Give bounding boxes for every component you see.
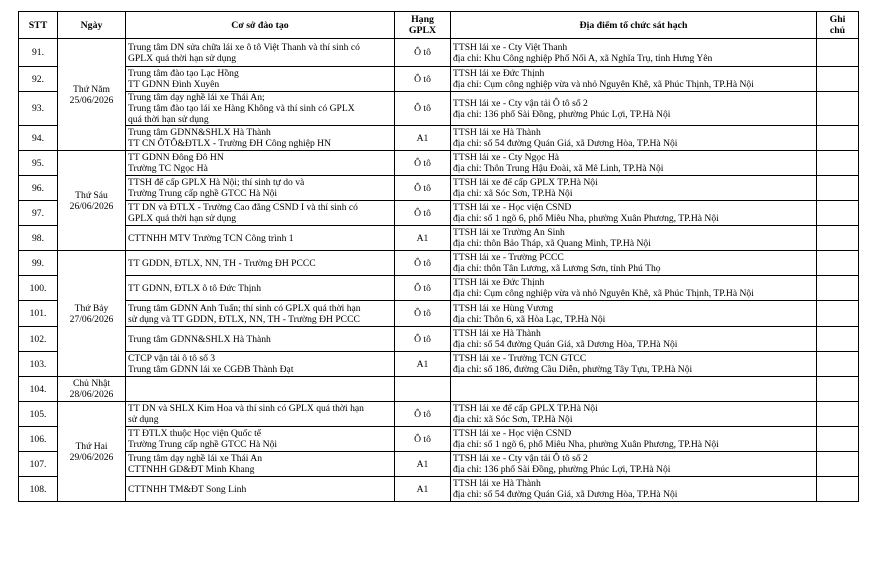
training-facility-line: CTTNHH GD&ĐT Minh Khang <box>128 464 255 475</box>
note-cell <box>817 452 859 477</box>
training-facility-line: Trung tâm GDNN lái xe CGĐB Thành Đạt <box>128 364 294 375</box>
row-stt: 102. <box>19 327 58 352</box>
exam-location-cell <box>451 276 817 301</box>
exam-location-cell <box>451 201 817 226</box>
exam-location-line: TTSH lái xe Đức Thịnh <box>453 68 545 79</box>
exam-location-line: TTSH lái xe Trường An Sinh <box>453 227 565 238</box>
training-facility-cell <box>126 151 395 176</box>
exam-location-line: TTSH lái xe để cấp GPLX TP.Hà Nội <box>453 403 598 414</box>
training-facility-line: TT GDDN, ĐTLX, NN, TH - Trường ĐH PCCC <box>128 257 316 269</box>
license-class-cell: A1 <box>395 126 451 151</box>
row-stt: 93. <box>19 92 58 126</box>
training-facility-line: TT ĐTLX thuộc Học viện Quốc tế <box>128 428 262 439</box>
header-ghi-chu-line2: chú <box>829 25 846 36</box>
training-facility-cell <box>126 402 395 427</box>
note-cell <box>817 352 859 377</box>
training-facility-cell <box>126 67 395 92</box>
table-row <box>19 377 859 402</box>
exam-location-line: địa chỉ: số 54 đường Quán Giá, xã Dương Hòa, TP.Hà Nội <box>453 339 678 350</box>
exam-location-line: TTSH lái xe Hùng Vương <box>453 302 554 314</box>
license-class-cell <box>395 377 451 402</box>
exam-location-line: địa chỉ: Khu Công nghiệp Phố Nối A, xã Nghĩa Trụ, tỉnh Hưng Yên <box>453 52 713 64</box>
training-facility-cell <box>126 352 395 377</box>
exam-location-cell <box>451 39 817 67</box>
note-cell <box>817 477 859 502</box>
training-facility-line: Trung tâm đào tạo lái xe Hàng Không và thí sinh có GPLX <box>128 103 355 114</box>
exam-location-line: TTSH lái xe Đức Thịnh <box>453 277 545 288</box>
row-stt: 106. <box>19 427 58 452</box>
row-stt: 98. <box>19 226 58 251</box>
day-line2: 25/06/2026 <box>69 94 114 106</box>
day-cell <box>58 39 126 151</box>
exam-location-line: địa chỉ: Thôn Trung Hậu Đoài, xã Mê Linh, TP.Hà Nội <box>453 163 664 174</box>
exam-location-cell <box>451 377 817 402</box>
exam-location-cell <box>451 352 817 377</box>
license-class-cell: A1 <box>395 452 451 477</box>
day-line1: Chủ Nhật <box>72 378 111 389</box>
day-line2: 26/06/2026 <box>69 200 114 212</box>
training-facility-cell <box>126 126 395 151</box>
table-row <box>19 327 859 352</box>
training-facility-line: TT GDNN, ĐTLX ô tô Đức Thịnh <box>128 282 262 294</box>
row-stt: 100. <box>19 276 58 301</box>
license-class-cell: A1 <box>395 226 451 251</box>
header-hang-line2: GPLX <box>408 25 437 36</box>
day-line2: 29/06/2026 <box>69 451 114 463</box>
training-facility-cell <box>126 201 395 226</box>
note-cell <box>817 92 859 126</box>
table-row <box>19 126 859 151</box>
training-facility-cell <box>126 276 395 301</box>
training-facility-cell <box>126 377 395 402</box>
row-stt: 105. <box>19 402 58 427</box>
day-line1: Thứ Bảy <box>74 302 109 314</box>
day-line2: 27/06/2026 <box>69 313 114 325</box>
exam-location-line: TTSH lái xe - Cty Việt Thanh <box>453 41 568 53</box>
exam-location-line: địa chỉ: Cụm công nghiệp vừa và nhỏ Nguyên Khê, xã Phúc Thịnh, TP.Hà Nội <box>453 288 754 299</box>
training-facility-cell <box>126 477 395 502</box>
table-row <box>19 301 859 327</box>
training-facility-cell <box>126 176 395 201</box>
training-facility-line: TT CN ÔTÔ&ĐTLX - Trường ĐH Công nghiệp HN <box>128 138 332 149</box>
header-ghi-chu <box>817 12 859 39</box>
note-cell <box>817 201 859 226</box>
training-facility-cell <box>126 427 395 452</box>
license-class-cell: Ô tô <box>395 427 451 452</box>
exam-location-line: địa chỉ: Cụm công nghiệp vừa và nhỏ Nguyên Khê, xã Phúc Thịnh, TP.Hà Nội <box>453 79 754 90</box>
license-class-cell: Ô tô <box>395 276 451 301</box>
exam-location-cell <box>451 92 817 126</box>
header-hang-line1: Hạng <box>411 14 434 25</box>
license-class-cell: A1 <box>395 352 451 377</box>
table-row <box>19 151 859 176</box>
exam-location-cell <box>451 67 817 92</box>
header-hang <box>395 12 451 39</box>
exam-location-line: TTSH lái xe Hà Thành <box>453 328 541 339</box>
license-class-cell: Ô tô <box>395 301 451 327</box>
training-facility-line: sử dụng và TT GDDN, ĐTLX, NN, TH - Trường ĐH PCCC <box>128 313 360 325</box>
note-cell <box>817 151 859 176</box>
license-class-cell: Ô tô <box>395 176 451 201</box>
training-facility-line: Trung tâm dạy nghề lái xe Thái An; <box>128 92 265 103</box>
row-stt: 101. <box>19 301 58 327</box>
training-facility-line: Trường TC Ngọc Hà <box>128 163 208 174</box>
day-line1: Thứ Sáu <box>75 189 108 201</box>
training-facility-line: Trung tâm GDNN&SHLX Hà Thành <box>128 333 271 345</box>
header-dia-diem: Địa điểm tổ chức sát hạch <box>451 12 817 39</box>
table-row <box>19 276 859 301</box>
exam-location-cell <box>451 427 817 452</box>
row-stt: 94. <box>19 126 58 151</box>
license-class-cell: Ô tô <box>395 67 451 92</box>
exam-location-cell <box>451 452 817 477</box>
exam-location-line: địa chỉ: số 1 ngõ 6, phố Miêu Nha, phường Xuân Phương, TP.Hà Nội <box>453 439 719 450</box>
training-facility-cell <box>126 301 395 327</box>
row-stt: 91. <box>19 39 58 67</box>
training-facility-line: TTSH để cấp GPLX Hà Nội; thí sinh tự do và <box>128 177 305 188</box>
day-line2: 28/06/2026 <box>69 389 114 400</box>
training-facility-cell <box>126 92 395 126</box>
exam-location-cell <box>451 327 817 352</box>
training-facility-line: CTTNHH MTV Trường TCN Công trình 1 <box>128 232 294 244</box>
table-row <box>19 251 859 276</box>
training-facility-cell <box>126 226 395 251</box>
exam-location-line: địa chỉ: số 186, đường Cầu Diễn, phường Tây Tựu, TP.Hà Nội <box>453 364 693 375</box>
header-ngay: Ngày <box>58 12 126 39</box>
row-stt: 95. <box>19 151 58 176</box>
note-cell <box>817 176 859 201</box>
table-row <box>19 92 859 126</box>
training-facility-line: Trung tâm GDNN Anh Tuấn; thí sinh có GPLX quá thời hạn <box>128 302 361 314</box>
training-facility-line: GPLX quá thời hạn sử dụng <box>128 52 237 64</box>
training-facility-line: TT DN và SHLX Kim Hoa và thí sinh có GPLX quá thời hạn <box>128 403 364 414</box>
note-cell <box>817 377 859 402</box>
exam-location-line: TTSH lái xe - Học viện CSND <box>453 428 572 439</box>
row-stt: 97. <box>19 201 58 226</box>
day-line1: Thứ Năm <box>73 83 110 95</box>
exam-location-cell <box>451 301 817 327</box>
training-facility-line: Trung tâm đào tạo Lạc Hồng <box>128 68 239 79</box>
training-facility-line: Trung tâm DN sửa chữa lái xe ô tô Việt Thanh và thí sinh có <box>128 41 360 53</box>
header-ghi-chu-line1: Ghi <box>829 14 846 25</box>
table-row <box>19 176 859 201</box>
table-body <box>19 39 859 502</box>
exam-location-line: TTSH lái xe - Cty vận tải Ô tô số 2 <box>453 453 588 464</box>
training-facility-line: sử dụng <box>128 414 159 425</box>
license-class-cell: Ô tô <box>395 92 451 126</box>
exam-location-cell <box>451 151 817 176</box>
note-cell <box>817 226 859 251</box>
exam-location-line: địa chỉ: Thôn 6, xã Hòa Lạc, TP.Hà Nội <box>453 313 606 325</box>
license-class-cell: Ô tô <box>395 39 451 67</box>
license-class-cell: Ô tô <box>395 402 451 427</box>
note-cell <box>817 251 859 276</box>
training-facility-line: Trường Trung cấp nghề GTCC Hà Nội <box>128 188 278 199</box>
row-stt: 92. <box>19 67 58 92</box>
training-facility-cell <box>126 251 395 276</box>
day-cell <box>58 151 126 251</box>
exam-location-cell <box>451 402 817 427</box>
table-row <box>19 201 859 226</box>
table-row <box>19 67 859 92</box>
note-cell <box>817 427 859 452</box>
row-stt: 99. <box>19 251 58 276</box>
table-row <box>19 427 859 452</box>
day-cell <box>58 402 126 502</box>
exam-location-line: TTSH lái xe để cấp GPLX TP.Hà Nội <box>453 177 598 188</box>
exam-location-line: TTSH lái xe - Trường TCN GTCC <box>453 353 587 364</box>
exam-location-cell <box>451 477 817 502</box>
exam-location-cell <box>451 226 817 251</box>
license-class-cell: Ô tô <box>395 251 451 276</box>
row-stt: 96. <box>19 176 58 201</box>
exam-location-line: TTSH lái xe Hà Thành <box>453 478 541 489</box>
row-stt: 107. <box>19 452 58 477</box>
exam-location-cell <box>451 251 817 276</box>
header-stt: STT <box>19 12 58 39</box>
exam-location-line: địa chỉ: 136 phố Sài Đồng, phường Phúc Lợi, TP.Hà Nội <box>453 108 671 120</box>
table-row <box>19 352 859 377</box>
row-stt: 104. <box>19 377 58 402</box>
day-cell <box>58 377 126 402</box>
exam-location-line: địa chỉ: số 54 đường Quán Giá, xã Dương Hòa, TP.Hà Nội <box>453 489 678 500</box>
note-cell <box>817 276 859 301</box>
table-row <box>19 226 859 251</box>
note-cell <box>817 327 859 352</box>
license-class-cell: A1 <box>395 477 451 502</box>
training-facility-line: CTCP vận tải ô tô số 3 <box>128 353 216 364</box>
exam-location-line: địa chỉ: 136 phố Sài Đồng, phường Phúc Lợi, TP.Hà Nội <box>453 464 671 475</box>
header-row <box>19 12 859 39</box>
table-row <box>19 452 859 477</box>
training-facility-line: TT DN và ĐTLX - Trường Cao đẳng CSND I và thí sinh có <box>128 202 358 213</box>
exam-location-line: địa chỉ: số 54 đường Quán Giá, xã Dương Hòa, TP.Hà Nội <box>453 138 678 149</box>
exam-location-line: TTSH lái xe - Cty vận tải Ô tô số 2 <box>453 97 588 109</box>
license-class-cell: Ô tô <box>395 201 451 226</box>
training-facility-line: TT GDNN Đình Xuyên <box>128 79 220 90</box>
exam-location-line: TTSH lái xe - Trường PCCC <box>453 252 564 263</box>
exam-location-line: địa chỉ: thôn Tân Lương, xã Lương Sơn, tỉnh Phú Thọ <box>453 263 661 274</box>
training-facility-cell <box>126 39 395 67</box>
exam-location-line: địa chỉ: số 1 ngõ 6, phố Miêu Nha, phường Xuân Phương, TP.Hà Nội <box>453 213 719 224</box>
training-facility-line: Trung tâm dạy nghề lái xe Thái An <box>128 453 263 464</box>
table-row <box>19 39 859 67</box>
note-cell <box>817 301 859 327</box>
training-facility-line: TT GDNN Đông Đô HN <box>128 152 224 163</box>
training-facility-cell <box>126 452 395 477</box>
header-co-so: Cơ sở đào tạo <box>126 12 395 39</box>
table-row <box>19 402 859 427</box>
training-facility-line: CTTNHH TM&ĐT Song Linh <box>128 483 247 495</box>
row-stt: 103. <box>19 352 58 377</box>
exam-location-cell <box>451 176 817 201</box>
training-facility-line: Trường Trung cấp nghề GTCC Hà Nội <box>128 439 278 450</box>
note-cell <box>817 67 859 92</box>
license-class-cell: Ô tô <box>395 327 451 352</box>
exam-location-line: địa chỉ: xã Sóc Sơn, TP.Hà Nội <box>453 414 573 425</box>
exam-location-line: TTSH lái xe Hà Thành <box>453 127 541 138</box>
exam-location-line: địa chỉ: xã Sóc Sơn, TP.Hà Nội <box>453 188 573 199</box>
training-facility-line: Trung tâm GDNN&SHLX Hà Thành <box>128 127 271 138</box>
license-class-cell: Ô tô <box>395 151 451 176</box>
exam-location-line: TTSH lái xe - Cty Ngọc Hà <box>453 152 560 163</box>
row-stt: 108. <box>19 477 58 502</box>
training-facility-line: GPLX quá thời hạn sử dụng <box>128 213 237 224</box>
exam-schedule-table <box>18 11 859 502</box>
note-cell <box>817 39 859 67</box>
note-cell <box>817 126 859 151</box>
day-line1: Thứ Hai <box>75 440 108 452</box>
table-row <box>19 477 859 502</box>
note-cell <box>817 402 859 427</box>
day-cell <box>58 251 126 377</box>
exam-location-cell <box>451 126 817 151</box>
training-facility-cell <box>126 327 395 352</box>
training-facility-line: quá thời hạn sử dụng <box>128 114 209 125</box>
exam-location-line: địa chỉ: thôn Bảo Tháp, xã Quang Minh, TP.Hà Nội <box>453 238 651 249</box>
exam-location-line: TTSH lái xe - Học viện CSND <box>453 202 572 213</box>
